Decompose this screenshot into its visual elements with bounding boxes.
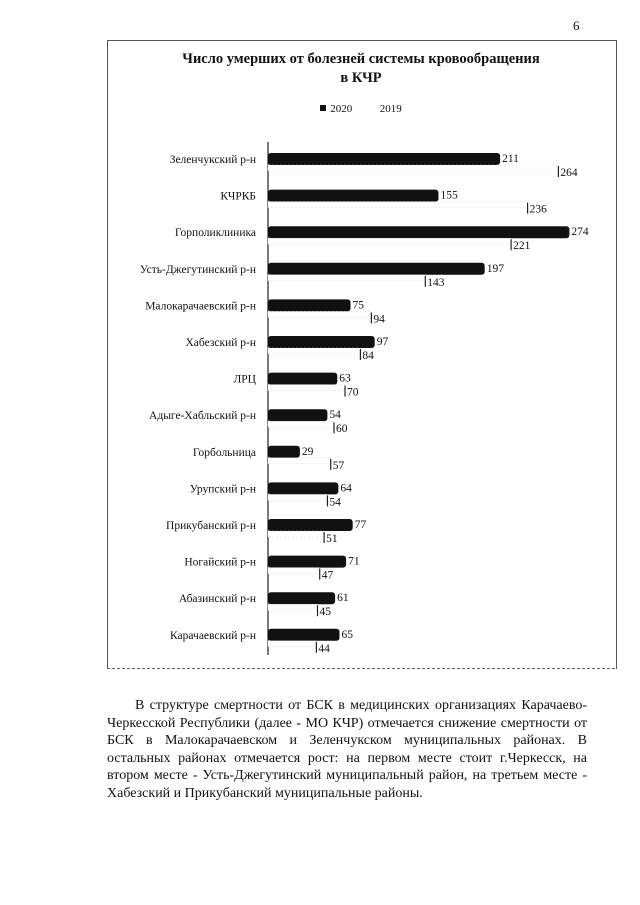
bar-2019 xyxy=(268,311,371,317)
chart-title-line-2: в КЧР xyxy=(340,70,382,86)
data-label-2020: 61 xyxy=(337,592,349,605)
data-label-2020: 63 xyxy=(339,372,351,385)
category-label: Горполиклиника xyxy=(174,227,256,240)
category-label: Абазинский р-н xyxy=(178,593,256,606)
category-label: Урупский р-н xyxy=(189,483,256,496)
body-paragraph xyxy=(107,697,587,802)
chart-title-line-1: Число умерших от болезней системы кровообращения xyxy=(182,51,540,67)
bar-2019 xyxy=(268,458,331,464)
data-label-2019: 47 xyxy=(321,569,334,582)
bar-2019 xyxy=(268,348,360,354)
data-label-2020: 54 xyxy=(329,409,341,422)
data-label-2019: 54 xyxy=(329,496,341,509)
legend-label-2019: 2019 xyxy=(379,103,402,115)
bar-2019 xyxy=(268,238,511,244)
data-label-2019: 84 xyxy=(362,350,374,362)
data-label-2020: 155 xyxy=(440,189,458,202)
body-paragraph-text: В структуре смертности от БСК в медицинских организациях Карачаево-Черкесской Республики (далее - МО КЧР) отмечается снижение смертности от БСК в Малокарачаевском и Зеленчукском муниципальных районах. В остальных районах отмечается рост: на первом месте стоит г.Черкесск, на втором месте - Усть-Джегутинский муниципальный район, на третьем месте - Хабезский и Прикубанский муниципальные районы. xyxy=(107,698,587,801)
bar-2020 xyxy=(268,556,346,568)
data-label-2020: 29 xyxy=(301,445,314,458)
data-label-2019: 70 xyxy=(347,386,359,399)
bar-2019 xyxy=(268,641,316,647)
data-label-2019: 51 xyxy=(326,533,338,545)
bar-2020 xyxy=(268,153,500,165)
page-number: 6 xyxy=(573,18,580,33)
data-label-2019: 94 xyxy=(373,313,385,326)
bar-2020 xyxy=(268,373,337,385)
data-label-2020: 197 xyxy=(486,262,504,275)
bar-2020 xyxy=(268,629,340,641)
bar-2020 xyxy=(268,592,335,604)
bar-2020 xyxy=(268,263,485,275)
category-label: Адыге-Хабльский р-н xyxy=(149,410,256,423)
bar-2020 xyxy=(268,409,327,421)
bar-2019 xyxy=(268,494,327,500)
bar-2020 xyxy=(268,299,351,311)
data-label-2019: 236 xyxy=(529,203,547,216)
category-label: ЛРЦ xyxy=(233,373,256,386)
data-label-2020: 71 xyxy=(348,555,360,568)
bar-2020 xyxy=(268,336,375,348)
data-label-2020: 97 xyxy=(376,336,389,348)
bar-2019 xyxy=(268,165,558,171)
bar-2020 xyxy=(268,482,338,494)
data-label-2019: 264 xyxy=(560,167,578,179)
data-label-2019: 60 xyxy=(336,423,348,436)
bar-2019 xyxy=(268,275,425,281)
data-label-2020: 64 xyxy=(340,482,352,495)
bar-2019 xyxy=(268,202,528,208)
data-label-2019: 221 xyxy=(513,240,531,253)
category-label: КЧРКБ xyxy=(220,190,256,203)
bar-2020 xyxy=(268,226,569,238)
data-label-2019: 44 xyxy=(318,642,330,655)
data-label-2020: 77 xyxy=(354,519,367,531)
category-label: Хабезский р-н xyxy=(185,337,256,349)
bar-2020 xyxy=(268,190,439,202)
data-label-2019: 45 xyxy=(319,606,331,619)
category-label: Зеленчукский р-н xyxy=(169,154,256,166)
bar-2019 xyxy=(268,568,320,574)
bar-2019 xyxy=(268,421,334,427)
data-label-2019: 143 xyxy=(427,276,445,289)
data-label-2020: 65 xyxy=(341,628,353,641)
data-label-2019: 57 xyxy=(332,459,345,472)
category-label: Прикубанский р-н xyxy=(166,520,256,532)
bar-2020 xyxy=(268,446,300,458)
category-label: Малокарачаевский р-н xyxy=(145,300,256,313)
data-label-2020: 75 xyxy=(352,299,364,312)
category-label: Карачаевский р-н xyxy=(170,629,256,642)
category-label: Усть-Джегутинский р-н xyxy=(139,263,256,276)
category-label: Горбольница xyxy=(192,446,256,459)
data-label-2020: 211 xyxy=(502,153,519,165)
data-label-2020: 274 xyxy=(571,226,589,239)
bar-2020 xyxy=(268,519,353,531)
bar-2019 xyxy=(268,604,318,610)
bar-2019 xyxy=(268,531,324,537)
category-label: Ногайский р-н xyxy=(184,556,256,569)
bar-2019 xyxy=(268,385,345,391)
legend-label-2020: 2020 xyxy=(330,103,353,115)
